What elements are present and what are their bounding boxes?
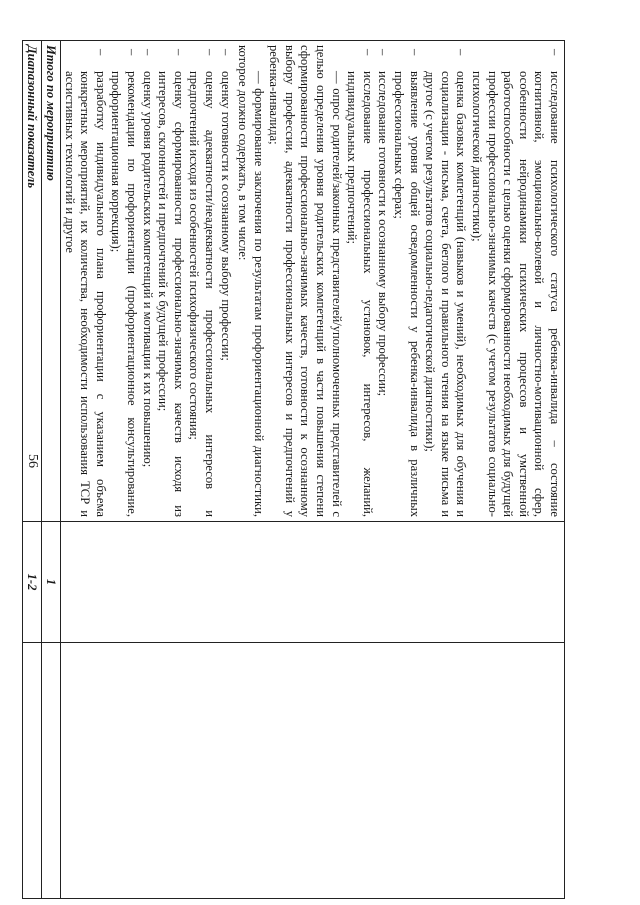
paragraph-parents-survey: — опрос родителей/законных представителей/уполномоченных представителей с целью определения уровня родительских компетенций в части повышения степени сформированности профессионально-значимых качеств, готовности к осознанному выбору профессии, адекватности профессиональных интересов и предпочтений у ребенка-инвалида; (267, 45, 344, 517)
list-item: – оценка базовых компетенций (навыков и умений), необходимых для обучения и социализации - письма, счета, беглого и правильного чтения на языке письма и другое (с учетом результатов социально-педагогической диагностики); (423, 49, 469, 517)
paragraph-conclusion: — формирование заключения по результатам профориентационной диагностики, которое должно содержать, в том числе: (236, 45, 266, 517)
list-item: – исследование готовности к осознанному выбору профессии; (376, 49, 391, 397)
total-label: Итого по мероприятию (42, 41, 61, 522)
content-row (61, 41, 565, 899)
list-item: – исследование психологического статуса ребенка-инвалида – состояние когнитивной, эмоционально-волевой и личностно-мотивационной сфер, особенности нейродинамики психических процессов и умственной работоспособности с целью оценки сформированности необходимых для будущей профессии профессионально-значимых качеств (с учетом результатов социально-психологической диагностики); (470, 49, 562, 517)
total-row (42, 41, 61, 899)
range-value: 1-2 (23, 522, 42, 643)
empty-cell (61, 643, 565, 899)
list-item: – разработку индивидуального плана профориентации с указанием объема конкретных мероприятий, их количества, необходимости использования ТСР и ассистивных технологий и другое (62, 49, 108, 517)
list-item: – рекомендации по профориентации (профориентационное консультирование, профориентационная коррекция); (109, 49, 139, 517)
list-item: – оценку уровня родительских компетенций и мотивации к их повышению; (140, 49, 155, 468)
activity-table (22, 40, 565, 899)
list-b (61, 41, 235, 521)
empty-cell (23, 643, 42, 899)
page-number: 56 (25, 454, 40, 468)
list-item: – исследование профессиональных установок, интересов, желаний, индивидуальных предпочтений; (345, 49, 375, 517)
list-item: – оценку сформированности профессионально-значимых качеств исходя из интересов, склонностей и предпочтений к будущей профессии; (156, 49, 186, 517)
list-item: – оценку готовности к осознанному выбору профессии; (218, 49, 233, 361)
range-label: Диапазонный показатель (23, 41, 42, 522)
total-value: 1 (42, 522, 61, 643)
list-item: – оценку адекватности/неадекватности профессиональных интересов и предпочтений исходя из особенностей психофизического состояния; (187, 49, 217, 517)
list-item: – выявление уровня общей осведомленности у ребенка-инвалида в различных профессиональных сферах; (392, 49, 422, 517)
empty-cell (61, 522, 565, 643)
range-row (23, 41, 42, 899)
content-cell (61, 41, 565, 522)
empty-cell (42, 643, 61, 899)
list-a (344, 41, 564, 521)
